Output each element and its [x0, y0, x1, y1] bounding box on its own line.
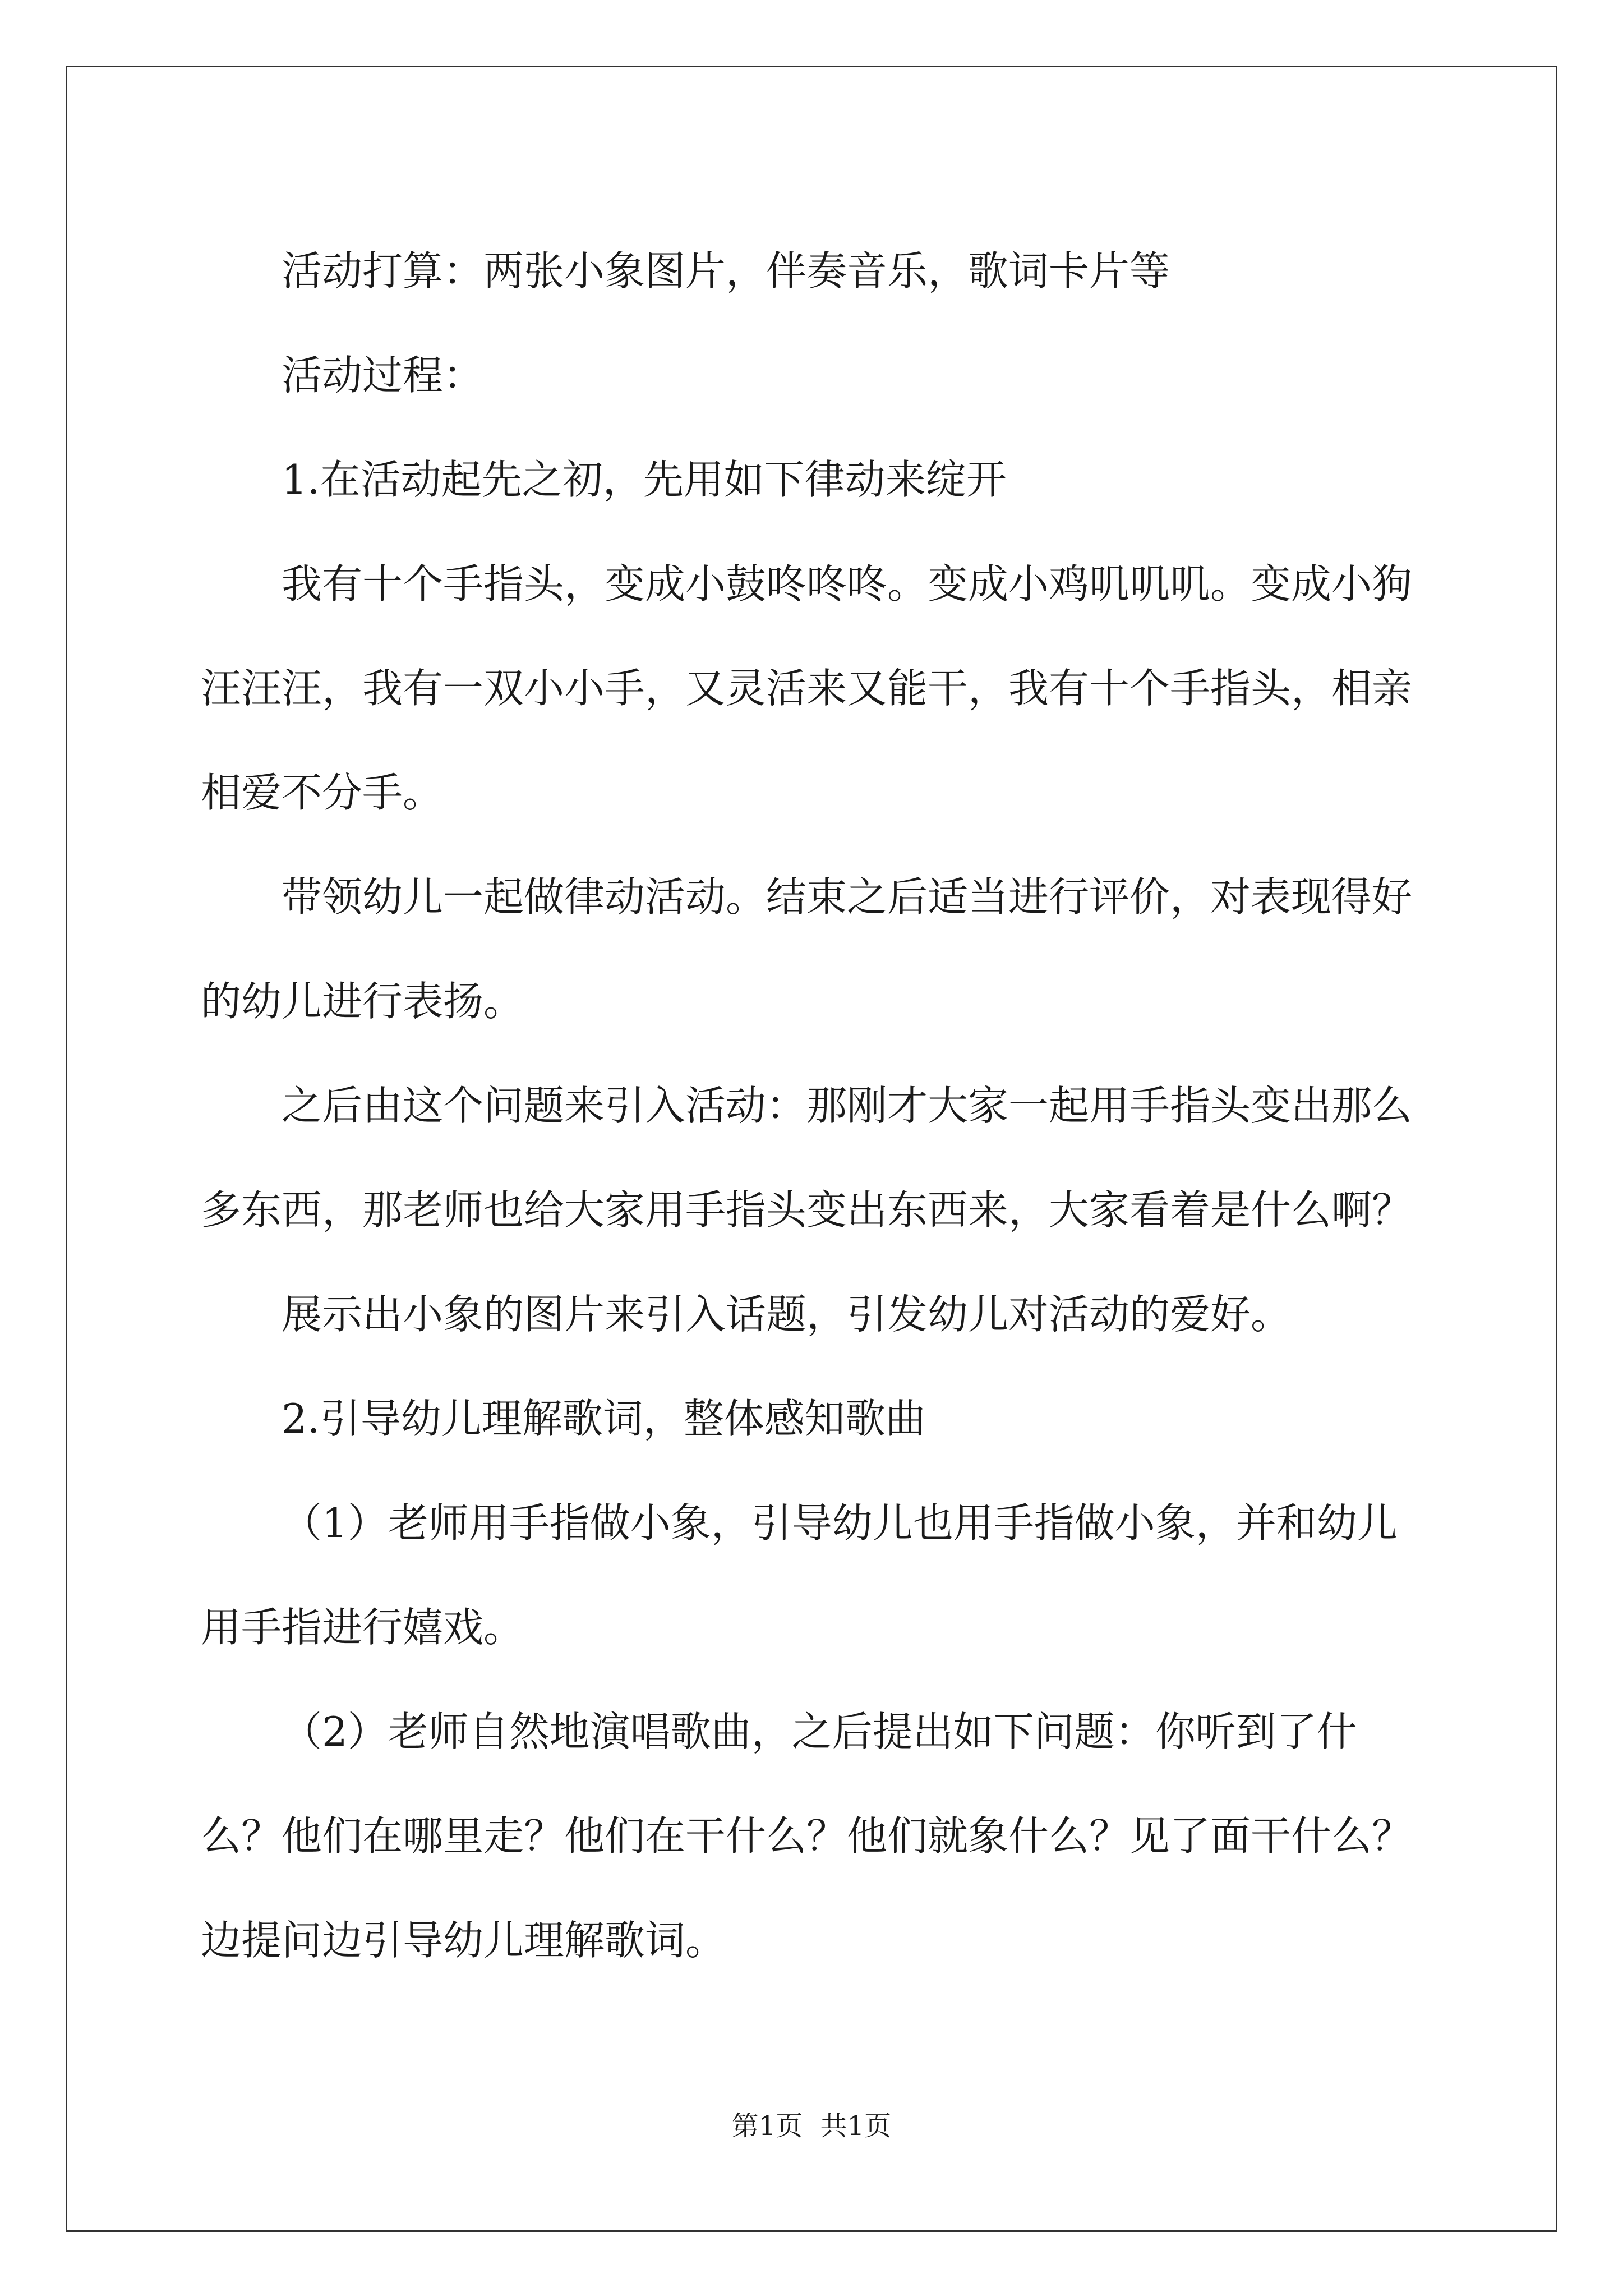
paragraph-rhyme: 我有十个手指头，变成小鼓咚咚咚。变成小鸡叽叽叽。变成小狗汪汪汪，我有一双小小手，又灵活来又能干，我有十个手指头，相亲相爱不分手。 [201, 560, 1413, 816]
paragraph-materials: 活动打算：两张小象图片，伴奏音乐，歌词卡片等 [282, 247, 1170, 295]
paragraph-lead-activity: 带领幼儿一起做律动活动。结束之后适当进行评价，对表现得好的幼儿进行表扬。 [201, 873, 1413, 1025]
paragraph-intro-question: 之后由这个问题来引入活动：那刚才大家一起用手指头变出那么多东西，那老师也给大家用手指头变出东西来，大家看着是什么啊？ [201, 1082, 1413, 1234]
page-number: 第1页 [731, 2110, 803, 2142]
paragraph-process-heading: 活动过程： [282, 352, 484, 399]
document-body [201, 219, 1435, 1993]
paragraph-substep-2: （2）老师自然地演唱歌曲，之后提出如下问题：你听到了什么？他们在哪里走？他们在干什么？他们就象什么？见了面干什么？边提问边引导幼儿理解歌词。 [201, 1708, 1413, 1964]
paragraph-step-2: 2.引导幼儿理解歌词，整体感知歌曲 [282, 1395, 926, 1442]
paragraph-substep-1: （1）老师用手指做小象，引导幼儿也用手指做小象，并和幼儿用手指进行嬉戏。 [201, 1499, 1398, 1651]
page-total: 共1页 [820, 2110, 892, 2142]
page-footer [0, 2109, 1623, 2143]
paragraph-step-1: 1.在活动起先之初，先用如下律动来绽开 [282, 456, 1007, 503]
paragraph-show-picture: 展示出小象的图片来引入话题，引发幼儿对活动的爱好。 [282, 1291, 1292, 1338]
